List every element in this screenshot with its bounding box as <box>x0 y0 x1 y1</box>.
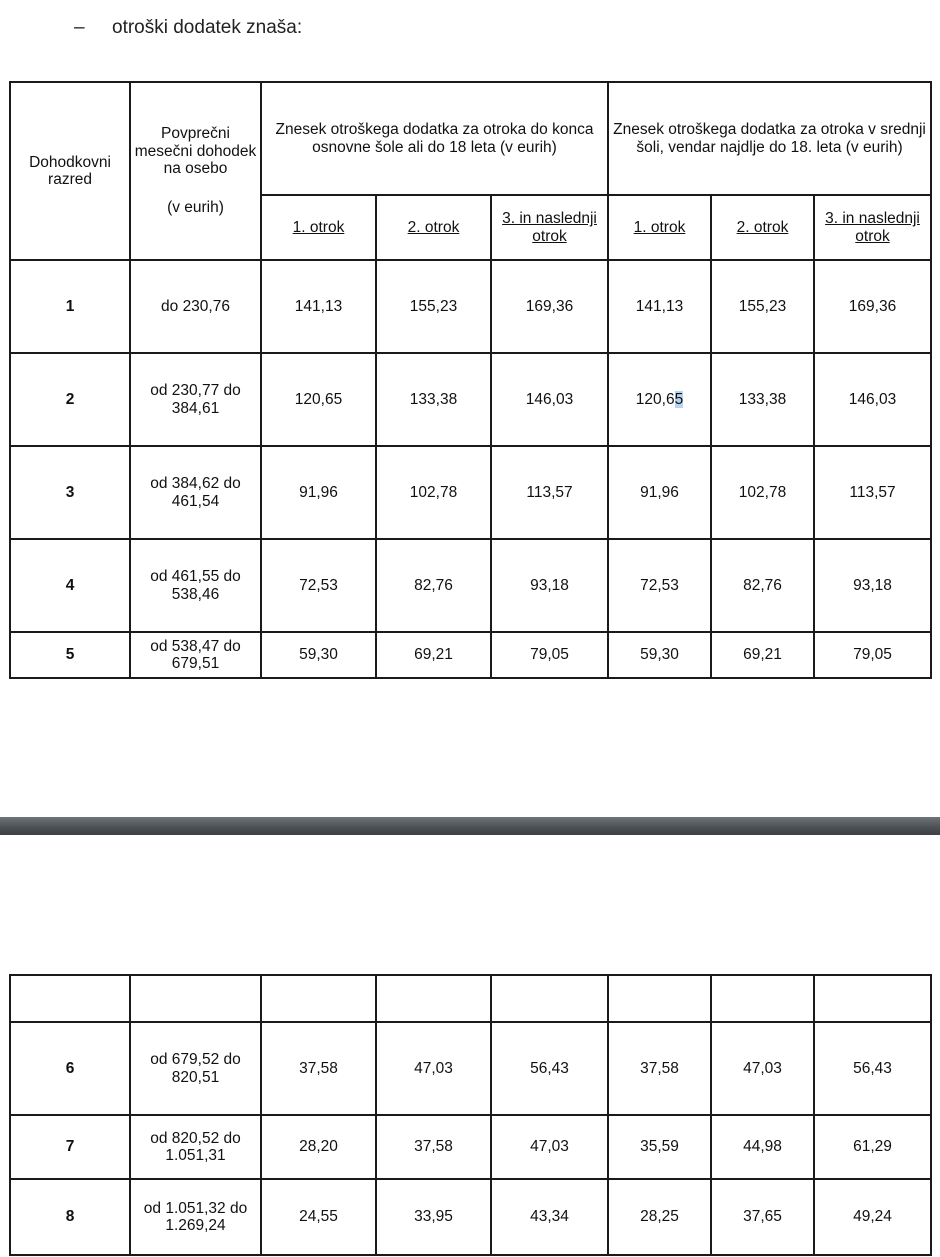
secondary-child-2-cell: 44,98 <box>711 1115 814 1179</box>
income-class-cell: 3 <box>10 446 130 539</box>
secondary-child-3-cell: 61,29 <box>814 1115 931 1179</box>
secondary-child-2-cell: 102,78 <box>711 446 814 539</box>
empty-cell <box>10 975 130 1022</box>
primary-child-1-cell: 91,96 <box>261 446 376 539</box>
primary-child-1-cell: 141,13 <box>261 260 376 353</box>
primary-child-3-cell: 56,43 <box>491 1022 608 1115</box>
secondary-child-1-cell: 72,53 <box>608 539 711 632</box>
primary-child-2-cell: 82,76 <box>376 539 491 632</box>
primary-child-2-cell: 69,21 <box>376 632 491 678</box>
secondary-child-3-cell: 79,05 <box>814 632 931 678</box>
secondary-child-3-cell: 169,36 <box>814 260 931 353</box>
header-secondary-child-3: 3. in naslednji otrok <box>814 195 931 260</box>
empty-cell <box>130 975 261 1022</box>
primary-child-1-cell: 24,55 <box>261 1179 376 1255</box>
header-avg-income <box>130 82 261 260</box>
income-range-cell: od 1.051,32 do 1.269,24 <box>130 1179 261 1255</box>
primary-child-3-cell: 79,05 <box>491 632 608 678</box>
secondary-child-3-cell: 49,24 <box>814 1179 931 1255</box>
secondary-child-3-cell: 146,03 <box>814 353 931 446</box>
primary-child-2-cell: 102,78 <box>376 446 491 539</box>
primary-child-3-cell: 93,18 <box>491 539 608 632</box>
primary-child-3-cell: 47,03 <box>491 1115 608 1179</box>
primary-child-1-cell: 59,30 <box>261 632 376 678</box>
intro-text: otroški dodatek znaša: <box>112 17 303 38</box>
header-primary-child-3: 3. in naslednji otrok <box>491 195 608 260</box>
header-income-class: Dohodkovni razred <box>10 82 130 260</box>
income-class-cell: 2 <box>10 353 130 446</box>
secondary-child-1-cell: 91,96 <box>608 446 711 539</box>
primary-child-3-cell: 146,03 <box>491 353 608 446</box>
secondary-child-3-cell: 113,57 <box>814 446 931 539</box>
secondary-child-1-cell[interactable] <box>608 353 711 446</box>
table-row <box>10 539 931 632</box>
text-selection[interactable]: 5 <box>674 390 684 408</box>
secondary-child-2-cell: 82,76 <box>711 539 814 632</box>
header-row-1 <box>10 82 931 195</box>
page-divider <box>0 817 940 835</box>
secondary-child-2-cell: 155,23 <box>711 260 814 353</box>
empty-cell <box>711 975 814 1022</box>
income-range-cell: od 230,77 do 384,61 <box>130 353 261 446</box>
secondary-child-1-cell: 35,59 <box>608 1115 711 1179</box>
table-row <box>10 1179 931 1255</box>
empty-cell <box>376 975 491 1022</box>
header-group-secondary: Znesek otroškega dodatka za otroka v srednji šoli, vendar najdlje do 18. leta (v eurih) <box>608 82 931 195</box>
header-primary-child-1: 1. otrok <box>261 195 376 260</box>
secondary-child-2-cell: 37,65 <box>711 1179 814 1255</box>
primary-child-1-cell: 120,65 <box>261 353 376 446</box>
secondary-child-3-cell: 93,18 <box>814 539 931 632</box>
primary-child-3-cell: 169,36 <box>491 260 608 353</box>
secondary-child-2-cell: 133,38 <box>711 353 814 446</box>
primary-child-3-cell: 43,34 <box>491 1179 608 1255</box>
income-class-cell: 4 <box>10 539 130 632</box>
header-avg-income-label: Povprečni mesečni dohodek na osebo <box>134 125 257 177</box>
header-avg-income-unit: (v eurih) <box>167 199 224 217</box>
table-row <box>10 446 931 539</box>
intro-dash: – <box>74 17 85 38</box>
income-class-cell: 5 <box>10 632 130 678</box>
primary-child-1-cell: 28,20 <box>261 1115 376 1179</box>
intro-line <box>74 17 302 39</box>
secondary-child-3-cell: 56,43 <box>814 1022 931 1115</box>
primary-child-2-cell: 133,38 <box>376 353 491 446</box>
income-class-cell: 7 <box>10 1115 130 1179</box>
table-row <box>10 353 931 446</box>
cell-text: 120,6 <box>635 390 675 408</box>
header-secondary-child-1: 1. otrok <box>608 195 711 260</box>
secondary-child-1-cell: 59,30 <box>608 632 711 678</box>
secondary-child-2-cell: 47,03 <box>711 1022 814 1115</box>
empty-cell <box>261 975 376 1022</box>
primary-child-2-cell: 47,03 <box>376 1022 491 1115</box>
income-range-cell: od 538,47 do 679,51 <box>130 632 261 678</box>
table-row <box>10 260 931 353</box>
income-range-cell: od 820,52 do 1.051,31 <box>130 1115 261 1179</box>
allowance-table-page-1 <box>9 81 932 679</box>
primary-child-3-cell: 113,57 <box>491 446 608 539</box>
primary-child-1-cell: 37,58 <box>261 1022 376 1115</box>
income-class-cell: 1 <box>10 260 130 353</box>
income-range-cell: od 461,55 do 538,46 <box>130 539 261 632</box>
header-primary-child-2: 2. otrok <box>376 195 491 260</box>
income-range-cell: od 384,62 do 461,54 <box>130 446 261 539</box>
secondary-child-1-cell: 141,13 <box>608 260 711 353</box>
table-row <box>10 632 931 678</box>
table-row <box>10 1022 931 1115</box>
income-range-cell: do 230,76 <box>130 260 261 353</box>
primary-child-1-cell: 72,53 <box>261 539 376 632</box>
allowance-table-page-2 <box>9 974 932 1256</box>
empty-cell <box>608 975 711 1022</box>
empty-cell <box>814 975 931 1022</box>
primary-child-2-cell: 33,95 <box>376 1179 491 1255</box>
income-class-cell: 8 <box>10 1179 130 1255</box>
income-range-cell: od 679,52 do 820,51 <box>130 1022 261 1115</box>
table-row <box>10 1115 931 1179</box>
header-secondary-child-2: 2. otrok <box>711 195 814 260</box>
empty-cell <box>491 975 608 1022</box>
income-class-cell: 6 <box>10 1022 130 1115</box>
secondary-child-1-cell: 28,25 <box>608 1179 711 1255</box>
secondary-child-2-cell: 69,21 <box>711 632 814 678</box>
secondary-child-1-cell: 37,58 <box>608 1022 711 1115</box>
primary-child-2-cell: 37,58 <box>376 1115 491 1179</box>
primary-child-2-cell: 155,23 <box>376 260 491 353</box>
header-group-primary: Znesek otroškega dodatka za otroka do konca osnovne šole ali do 18 leta (v eurih) <box>261 82 608 195</box>
continuation-row <box>10 975 931 1022</box>
